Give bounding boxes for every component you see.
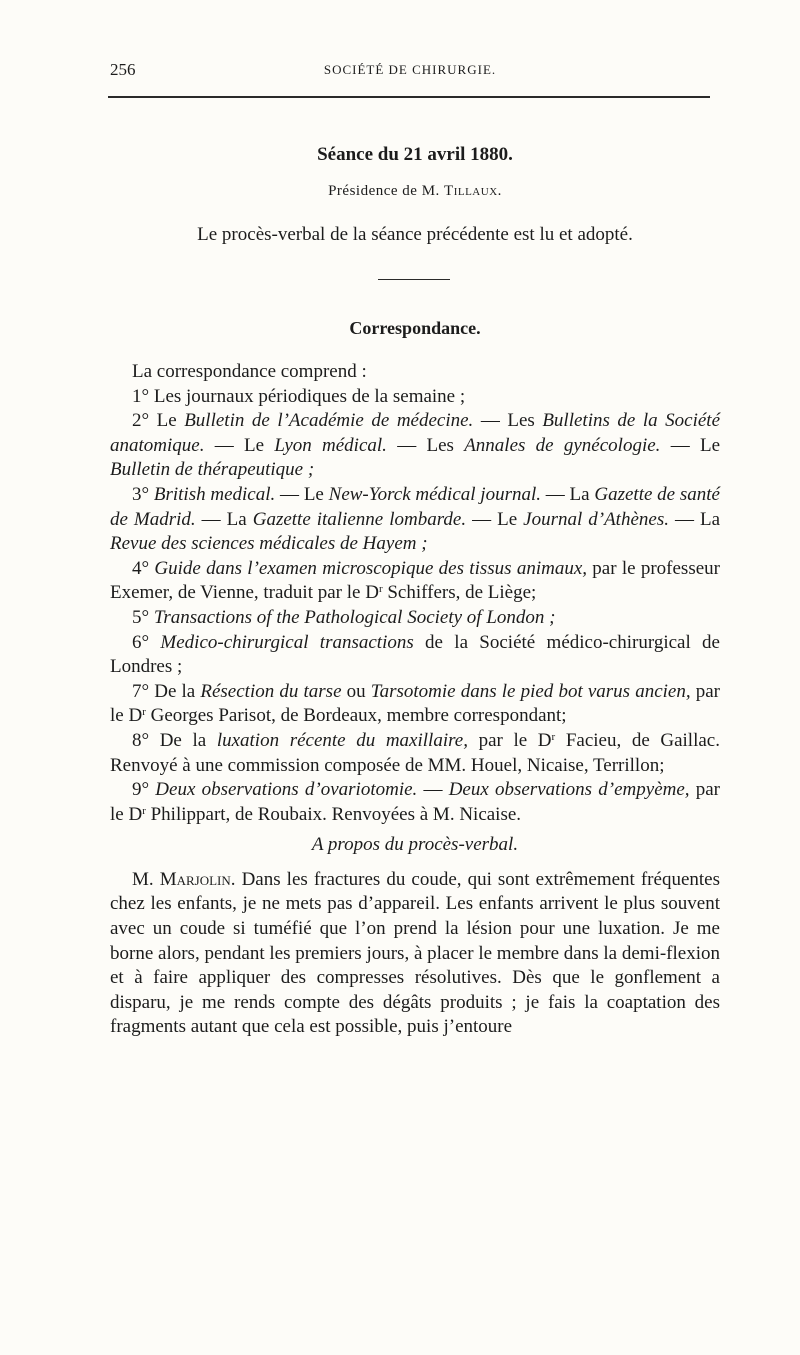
page-body bbox=[110, 360, 720, 1040]
journal-title: Bulletin de l’Académie de médecine. bbox=[184, 410, 474, 432]
correspondance-item-3 bbox=[110, 483, 720, 557]
text-run: — Les bbox=[386, 434, 465, 456]
text-run: par le D bbox=[467, 729, 552, 751]
text-run: 7° De la bbox=[132, 680, 201, 702]
work-title: luxation récente du maxillaire, bbox=[216, 729, 468, 751]
journal-title: Medico-chirurgical transactions bbox=[160, 631, 414, 653]
correspondance-item-5 bbox=[110, 606, 720, 631]
work-title: Guide dans l’examen microscopique des tissus animaux, bbox=[154, 557, 587, 579]
journal-title: New-Yorck médical journal. bbox=[328, 483, 542, 505]
text-run: 6° bbox=[132, 631, 161, 653]
journal-title: Annales de gynécologie. bbox=[464, 434, 661, 456]
presidence-line bbox=[110, 183, 720, 200]
section-title-correspondance: Correspondance. bbox=[349, 318, 481, 338]
journal-title: Gazette italienne lombarde. bbox=[252, 508, 467, 530]
correspondance-item-6 bbox=[110, 631, 720, 680]
text-run: ou bbox=[341, 680, 371, 702]
text-run: — Le bbox=[466, 508, 524, 530]
text-run: de la Société médico-chirurgical de Londres ; bbox=[110, 631, 720, 678]
superscript: r bbox=[142, 706, 146, 719]
marjolin-paragraph bbox=[110, 868, 720, 1040]
work-title: Tarsotomie dans le pied bot varus ancien, bbox=[370, 680, 691, 702]
text-run: — bbox=[417, 779, 449, 801]
correspondance-item-4 bbox=[110, 557, 720, 606]
correspondance-item-2 bbox=[110, 409, 720, 483]
text-run: par le professeur Exemer, de Vienne, traduit par le D bbox=[110, 557, 720, 604]
text-run: Philippart, de Roubaix. Renvoyées à M. Nicaise. bbox=[145, 803, 522, 825]
adoption-statement: Le procès-verbal de la séance précédente est lu et adopté. bbox=[197, 224, 633, 245]
work-title: Deux observations d’empyème, bbox=[448, 779, 690, 801]
text-run: 9° bbox=[132, 779, 156, 801]
speaker-prefix: M. bbox=[132, 868, 160, 890]
seance-title: Séance du 21 avril 1880. bbox=[317, 144, 513, 165]
superscript: r bbox=[142, 804, 146, 817]
presidence-suffix: . bbox=[497, 183, 502, 199]
text-run: Facieu, de Gaillac. Renvoyé à une commission composée de MM. Houel, Nicaise, Terrillon; bbox=[110, 729, 720, 776]
section-title-proces-verbal: A propos du procès-verbal. bbox=[311, 834, 519, 856]
journal-title: British medical. bbox=[153, 483, 276, 505]
journal-title: Lyon médical. bbox=[274, 434, 387, 456]
running-head bbox=[110, 60, 710, 86]
text-run: — Le bbox=[204, 434, 275, 456]
journal-title: Revue des sciences médicales de Hayem ; bbox=[110, 533, 428, 555]
text-run: 8° De la bbox=[132, 729, 217, 751]
correspondance-intro: La correspondance comprend : bbox=[132, 361, 367, 382]
text-run: par le D bbox=[110, 680, 721, 727]
correspondance-item-8 bbox=[110, 729, 720, 778]
speaker-suffix: . bbox=[230, 868, 236, 890]
text-run: 4° bbox=[132, 557, 155, 579]
text-run: Georges Parisot, de Bordeaux, membre correspondant; bbox=[145, 705, 567, 727]
text-run: — Le bbox=[660, 434, 721, 456]
text-run: — La bbox=[668, 508, 720, 530]
section-separator bbox=[378, 279, 450, 280]
work-title: Deux observations d’ovariotomie. bbox=[155, 779, 418, 801]
correspondance-item-7 bbox=[110, 680, 720, 729]
text-run: 2° Le bbox=[132, 410, 185, 432]
superscript: r bbox=[378, 583, 383, 596]
header-rule bbox=[108, 96, 710, 98]
presidence-prefix: Présidence de M. bbox=[328, 183, 445, 199]
page-number: 256 bbox=[110, 60, 136, 79]
speech-text: Dans les fractures du coude, qui sont extrêmement fréquentes chez les enfants, je ne mets pas d’appareil. Les enfants arrivent le plus souvent avec un coude si tuméfié que l’on prend la lésion pour une luxation. Je me borne alors, pendant les premiers jours, à placer le membre dans la demi-flexion et à faire appliquer des compresses résolutives. Dès que le gonflement a disparu, je me rends compte des dégâts produits ; je fais la coaptation des fragments autant que cela est possible, puis j’entoure bbox=[110, 868, 720, 1038]
running-title: SOCIÉTÉ DE CHIRURGIE. bbox=[323, 62, 497, 77]
journal-title: Gazette de santé de Madrid. bbox=[110, 483, 720, 530]
work-title: Résection du tarse bbox=[200, 680, 342, 702]
superscript: r bbox=[551, 730, 556, 743]
journal-title: Journal d’Athènes. bbox=[523, 508, 669, 530]
text-run: — La bbox=[195, 508, 253, 530]
text-run: 5° bbox=[132, 606, 154, 628]
text-run: — La bbox=[541, 483, 595, 505]
text-run: — Le bbox=[275, 483, 329, 505]
journal-title: Transactions of the Pathological Society of London ; bbox=[153, 606, 556, 628]
correspondance-item-1: 1° Les journaux périodiques de la semaine ; bbox=[132, 385, 466, 407]
journal-title: Bulletin de thérapeutique ; bbox=[110, 459, 315, 481]
text-run: — Les bbox=[473, 410, 543, 432]
president-name: Tillaux bbox=[444, 183, 498, 199]
speaker-name: Marjolin bbox=[159, 868, 231, 890]
text-run: par le D bbox=[110, 779, 720, 825]
text-run: Schiffers, de Liège; bbox=[382, 582, 537, 604]
correspondance-item-9 bbox=[110, 778, 720, 827]
text-run: 3° bbox=[132, 483, 154, 505]
journal-title: Bulletins de la Société anatomique. bbox=[110, 410, 720, 456]
